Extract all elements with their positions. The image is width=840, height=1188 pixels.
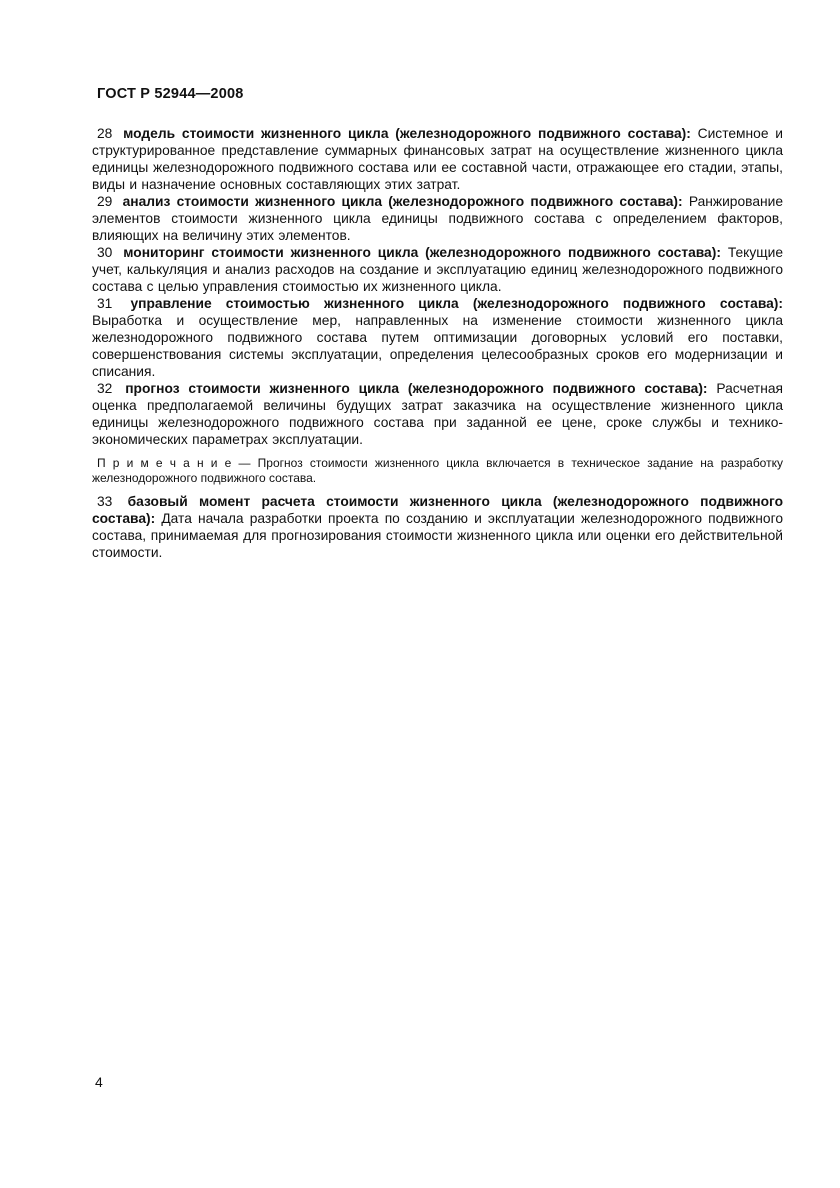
- term-title: модель стоимости жизненного цикла (железнодорожного подвижного состава):: [123, 126, 691, 141]
- term-paragraph-33: [92, 493, 783, 561]
- term-paragraph-32: [92, 380, 783, 448]
- term-definition: Ранжирование элементов стоимости жизненного цикла единицы подвижного состава с определением факторов, влияющих на величину этих элементов.: [92, 194, 783, 243]
- term-definition: Расчетная оценка предполагаемой величины будущих затрат заказчика на осуществление жизненного цикла единицы железнодорожного подвижного состава при заданной ее цене, сроке службы и технико-экономических параметрах эксплуатации.: [92, 381, 783, 447]
- term-number: 29: [97, 194, 113, 209]
- term-title: управление стоимостью жизненного цикла (железнодорожного подвижного состава):: [130, 296, 783, 311]
- page-number: 4: [95, 1074, 103, 1090]
- document-header: ГОСТ Р 52944—2008: [97, 86, 244, 102]
- page-content: [92, 85, 783, 561]
- term-paragraph-30: [92, 244, 783, 295]
- term-definition: Системное и структурированное представление суммарных финансовых затрат на осуществление жизненного цикла единицы железнодорожного подвижного состава или ее составной части, отражающее его стадии, этапы, виды и назначение основных составляющих этих затрат.: [92, 126, 783, 192]
- term-number: 30: [97, 245, 113, 260]
- term-paragraph-28: [92, 125, 783, 193]
- term-title: прогноз стоимости жизненного цикла (железнодорожного подвижного состава):: [125, 381, 708, 396]
- term-number: 28: [97, 126, 113, 141]
- term-title: анализ стоимости жизненного цикла (железнодорожного подвижного состава):: [122, 194, 683, 209]
- term-number: 32: [97, 381, 113, 396]
- term-definition: Выработка и осуществление мер, направленных на изменение стоимости жизненного цикла железнодорожного подвижного состава путем оптимизации договорных условий его поставки, совершенствования системы эксплуатации, определения целесообразных сроков его модернизации и списания.: [92, 313, 783, 379]
- term-definition: Текущие учет, калькуляция и анализ расходов на создание и эксплуатацию единиц железнодорожного подвижного состава с целью управления стоимостью их жизненного цикла.: [92, 245, 783, 294]
- term-paragraph-31: [92, 295, 783, 380]
- term-title: базовый момент расчета стоимости жизненного цикла (железнодорожного подвижного состава):: [92, 494, 783, 526]
- term-paragraph-29: [92, 193, 783, 244]
- note-paragraph: [92, 456, 783, 486]
- note-label: П р и м е ч а н и е: [97, 456, 232, 470]
- term-definition: Дата начала разработки проекта по созданию и эксплуатации железнодорожного подвижного состава, принимаемая для прогнозирования стоимости жизненного цикла или оценки его действительной стоимости.: [92, 511, 783, 560]
- note-text: Прогноз стоимости жизненного цикла включается в техническое задание на разработку железнодорожного подвижного состава.: [92, 456, 783, 485]
- term-number: 31: [97, 296, 113, 311]
- term-title: мониторинг стоимости жизненного цикла (железнодорожного подвижного состава):: [123, 245, 721, 260]
- term-number: 33: [97, 494, 113, 509]
- note-separator: —: [238, 456, 251, 470]
